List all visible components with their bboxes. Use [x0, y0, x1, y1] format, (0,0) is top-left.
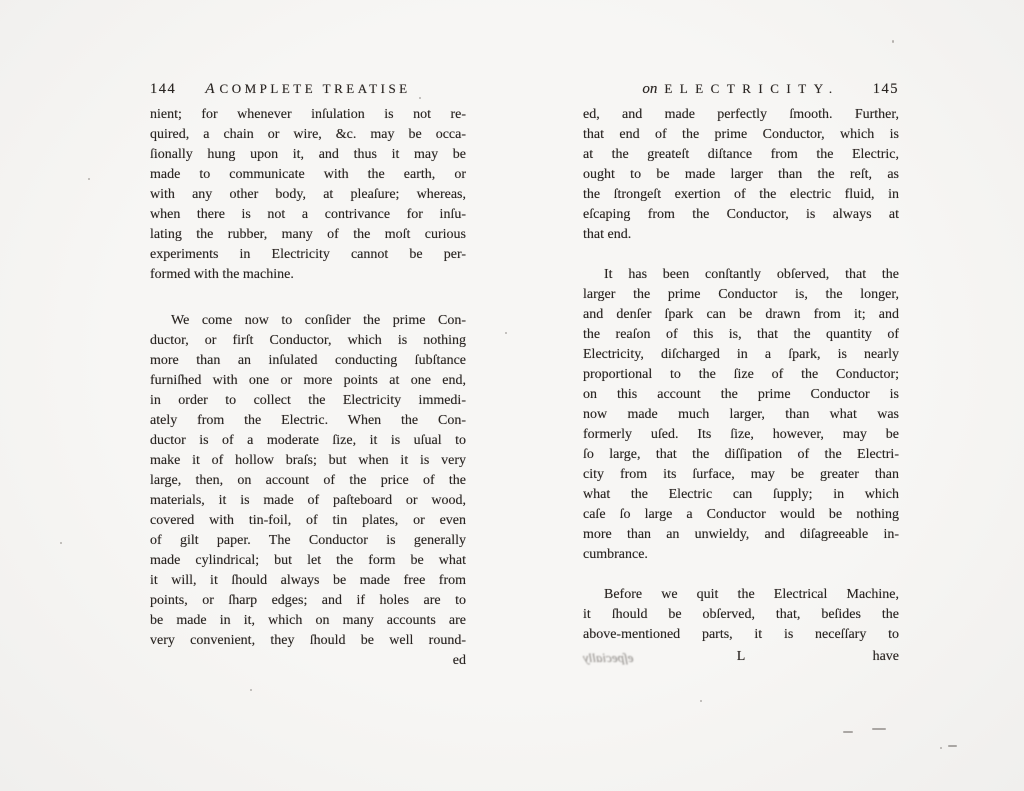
text-line: that end. [583, 227, 632, 242]
text-line: quired, a chain or wire, &c. may be occa- [150, 127, 466, 142]
text-line: lating the rubber, many of the moſt curious [150, 227, 466, 242]
text-line: We come now to conſider the prime Con- [171, 313, 466, 328]
text-line: ſionally hung upon it, and thus it may be [150, 147, 466, 162]
running-title-right [627, 80, 855, 98]
text-line: made cylindrical; but let the form be what [150, 553, 466, 568]
page-right [583, 80, 899, 667]
running-title-left [194, 80, 422, 98]
running-title-right-caps: ELECTRICITY. [664, 81, 840, 96]
text-line: larger the prime Conductor is, the longer, [583, 287, 899, 302]
scan-speck [940, 747, 942, 749]
paragraph [150, 105, 466, 285]
catchword-right: have [872, 649, 899, 664]
page-left [150, 80, 466, 671]
text-line: make it of hollow braſs; but when it is very [150, 453, 466, 468]
text-line: be made in it, which on many accounts are [150, 613, 466, 628]
text-line: it ſhould be obſerved, that, beſides the [583, 607, 899, 622]
text-line: of gilt paper. The Conductor is generally [150, 533, 466, 548]
paragraph [583, 105, 899, 245]
text-line: covered with tin-foil, of tin plates, or even [150, 513, 466, 528]
text-line: furniſhed with one or more points at one end, [150, 373, 466, 388]
catchword-left: ed [452, 653, 466, 668]
text-line: experiments in Electricity cannot be per- [150, 247, 466, 262]
text-line: in order to collect the Electricity immedi- [150, 393, 466, 408]
text-line: made to communicate with the earth, or [150, 167, 466, 182]
paragraph [150, 311, 466, 651]
text-line: proportional to the ſize of the Conductor; [583, 367, 899, 382]
text-line: ought to be made larger than the reſt, as [583, 167, 899, 182]
scan-mark [872, 728, 886, 730]
text-line: eſcaping from the Conductor, is always at [583, 207, 899, 222]
text-line: It has been conſtantly obſerved, that the [604, 267, 899, 282]
right-page-text-block [583, 105, 899, 645]
running-title-left-caps: COMPLETE TREATISE [219, 81, 411, 96]
scan-speck [250, 689, 252, 691]
signature-mark: L [736, 649, 746, 664]
scan-speck [419, 97, 421, 99]
scan-mark [843, 731, 853, 733]
scan-speck [505, 332, 507, 334]
text-line: ately from the Electric. When the Con- [150, 413, 466, 428]
text-line: ed, and made perfectly ſmooth. Further, [583, 107, 899, 122]
text-line: caſe ſo large a Conductor would be nothing [583, 507, 899, 522]
running-head-right [583, 80, 899, 100]
text-line: formerly uſed. Its ſize, however, may be [583, 427, 899, 442]
text-line: that end of the prime Conductor, which is [583, 127, 899, 142]
text-line: now made much larger, than what was [583, 407, 899, 422]
running-title-right-lead: on [642, 81, 658, 97]
scan-speck [700, 700, 702, 702]
text-line: above-mentioned parts, it is neceſſary to [583, 627, 899, 642]
text-line: when there is not a contrivance for inſu- [150, 207, 466, 222]
text-line: with any other body, at pleaſure; whereas, [150, 187, 466, 202]
text-line: what the Electric can ſupply; in which [583, 487, 899, 502]
text-line: nient; for whenever inſulation is not re- [150, 107, 466, 122]
text-line: points, or ſharp edges; and if holes are to [150, 593, 466, 608]
text-line: cumbrance. [583, 547, 648, 562]
text-line: the ſtrongeſt exertion of the electric fluid, in [583, 187, 899, 202]
catchword-row-left [150, 651, 466, 671]
footer-row-right [583, 647, 899, 667]
text-line: large, then, on account of the price of the [150, 473, 466, 488]
text-line: materials, it is made of paſteboard or wood, [150, 493, 466, 508]
scan-speck [60, 542, 62, 544]
scan-speck [892, 40, 894, 43]
text-line: it will, it ſhould always be made free from [150, 573, 466, 588]
text-line: ductor, or firſt Conductor, which is nothing [150, 333, 466, 348]
show-through-text: eſpecially [583, 650, 634, 665]
text-line: more than an inſulated conducting ſubſtance [150, 353, 466, 368]
text-line: Before we quit the Electrical Machine, [604, 587, 899, 602]
text-line: at the greateſt diſtance from the Electric, [583, 147, 899, 162]
running-title-left-lead: A [205, 81, 215, 97]
paragraph [583, 585, 899, 645]
text-line: more than an unwieldy, and diſagreeable in- [583, 527, 899, 542]
text-line: formed with the machine. [150, 267, 294, 282]
text-line: and denſer ſpark can be drawn from it; and [583, 307, 899, 322]
left-page-text-block [150, 105, 466, 651]
text-line: ductor is of a moderate ſize, it is uſual to [150, 433, 466, 448]
paragraph [583, 265, 899, 565]
scan-mark [948, 745, 957, 747]
page-number-right: 145 [872, 81, 899, 97]
text-line: ſo large, that the diſſipation of the Electri- [583, 447, 899, 462]
text-line: very convenient, they ſhould be well round- [150, 633, 466, 648]
text-line: Electricity, diſcharged in a ſpark, is nearly [583, 347, 899, 362]
text-line: city from its ſurface, may be greater than [583, 467, 899, 482]
scan-speck [88, 178, 90, 180]
page-number-left: 144 [150, 81, 177, 97]
text-line: the reaſon of this is, that the quantity of [583, 327, 899, 342]
text-line: on this account the prime Conductor is [583, 387, 899, 402]
